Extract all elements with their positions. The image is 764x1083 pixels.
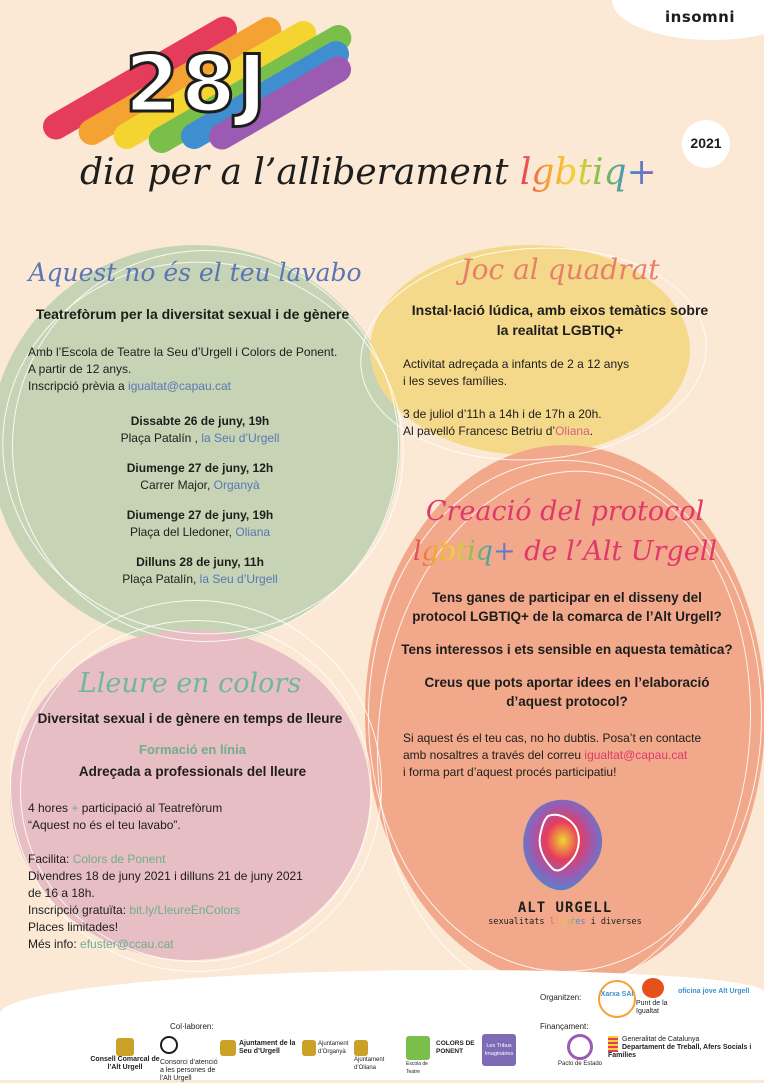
collab-logos-row <box>90 1036 514 1082</box>
lleure-title: Lleure en colors <box>78 668 302 699</box>
joc-subtitle: Instal·lació lúdica, amb eixos temàtics sobre la realitat LGBTIQ+ <box>411 302 709 338</box>
fin-logo-generalitat: Generalitat de Catalunya Departament de Treball, Afers Socials i Famílies <box>608 1036 752 1059</box>
collab-logo-3: Ajuntament d’Organyà <box>302 1040 350 1056</box>
protocol-q1: Tens ganes de participar en el disseny del protocol LGBTIQ+ de la comarca de l’Alt Urgell? <box>412 590 722 624</box>
protocol-email-link[interactable]: igualtat@capau.cat <box>584 748 688 762</box>
collab-logo-5: Escola de Teatre <box>406 1036 432 1076</box>
lleure-info-email-link[interactable]: efuster@ccau.cat <box>80 937 174 951</box>
org-logo-punt-igualtat-text: Punt de la Igualtat <box>636 1000 668 1015</box>
org-logo-xarxa-sai-text: Xarxa SAI <box>600 991 634 998</box>
subtitle-lgbtiq: lgbtiq+ <box>519 152 657 193</box>
lavabo-intro-2: A partir de 12 anys. <box>28 362 132 376</box>
lavabo-event-1: Diumenge 27 de juny, 12h Carrer Major, Organyà <box>126 461 274 492</box>
lavabo-event-3: Dilluns 28 de juny, 11h Plaça Patalín, la Seu d’Urgell <box>122 555 278 586</box>
fin-logo-pacto-estado: Pacto de Estado <box>555 1034 605 1068</box>
protocol-title-1: Creació del protocol <box>425 496 705 527</box>
lavabo-event-0: Dissabte 26 de juny, 19h Plaça Patalín , la Seu d’Urgell <box>120 414 280 445</box>
collab-logo-6: COLORS DE PONENT <box>436 1040 475 1055</box>
protocol-title-2: lgbtiq+ de l’Alt Urgell <box>412 536 717 567</box>
page-subtitle <box>80 152 657 193</box>
lleure-audience: Adreçada a professionals del lleure <box>78 764 307 779</box>
subtitle-main: dia per a l’alliberament <box>80 152 520 193</box>
joc-details: Activitat adreçada a infants de 2 a 12 anys i les seves famílies. 3 de juliol d’11h a 14h i de 17h a 20h. Al pavelló Francesc Betriu d’Oliana. <box>403 357 630 438</box>
protocol-contact: Si aquest és el teu cas, no ho dubtis. Posa’t en contacte amb nosaltres a través del correu igualtat@capau.cat i forma part d’aquest procés participatiu! <box>403 731 702 779</box>
footer-organitzen-label: Organitzen: <box>540 993 582 1002</box>
collab-logo-7: Les Tribus Imaginàries <box>482 1034 516 1066</box>
collab-logo-0: Consell Comarcal de l’Alt Urgell <box>90 1038 160 1072</box>
lavabo-title: Aquest no és el teu lavabo <box>28 258 362 287</box>
org-logo-oficina-jove: oficina jove Alt Urgell <box>678 988 750 995</box>
org-logo-punt-igualtat <box>642 978 664 998</box>
lleure-format: Formació en línia <box>139 742 246 757</box>
lavabo-event-2: Diumenge 27 de juny, 19h Plaça del Lledoner, Oliana <box>126 508 274 539</box>
brand-logo: insomni <box>665 8 736 26</box>
lavabo-email-link[interactable]: igualtat@capau.cat <box>128 379 231 393</box>
lleure-signup-link[interactable]: bit.ly/LleureEnColors <box>129 903 241 917</box>
alt-urgell-map-icon <box>518 796 608 896</box>
year-label: 2021 <box>690 135 722 151</box>
lavabo-intro <box>28 344 368 395</box>
lleure-details: 4 hores + participació al Teatrefòrum “Aquest no és el teu lavabo”. Facilita: Colors de Ponent Divendres 18 de juny 2021 i dilluns 21 de juny 2021 de 16 a 18h. Inscripció gratuïta: bit.ly/LleureEnColors Places limitades! Més info: efuster@ccau.cat <box>28 801 303 951</box>
footer-collaboren-label: Col·laboren: <box>170 1022 214 1031</box>
footer-financament-label: Finançament: <box>540 1022 589 1031</box>
collab-logo-1: Consorci d’atenció a les persones de l’Alt Urgell <box>160 1036 220 1083</box>
protocol-q2: Tens interessos i ets sensible en aquesta temàtica? <box>401 642 733 657</box>
big-title: 28J <box>125 40 269 130</box>
protocol-q3: Creus que pots aportar idees en l’elaboració d’aquest protocol? <box>424 675 710 709</box>
lleure-subtitle: Diversitat sexual i de gènere en temps de lleure <box>37 711 343 726</box>
alt-urgell-logo-title: ALT URGELL <box>517 900 613 916</box>
joc-title: Joc al quadrat <box>460 253 660 286</box>
lavabo-subtitle: Teatrefòrum per la diversitat sexual i de gènere <box>35 306 350 322</box>
lavabo-intro-3: Inscripció prèvia a igualtat@capau.cat <box>28 379 231 393</box>
org-logo-xarxa-sai <box>598 980 636 1018</box>
collab-logo-2: Ajuntament de la Seu d’Urgell <box>220 1040 300 1056</box>
alt-urgell-logo-sub: sexualitats lliures i diverses <box>488 917 642 927</box>
collab-logo-4: Ajuntament d’Oliana <box>354 1040 400 1072</box>
lavabo-intro-1: Amb l’Escola de Teatre la Seu d’Urgell i Colors de Ponent. <box>28 345 338 359</box>
